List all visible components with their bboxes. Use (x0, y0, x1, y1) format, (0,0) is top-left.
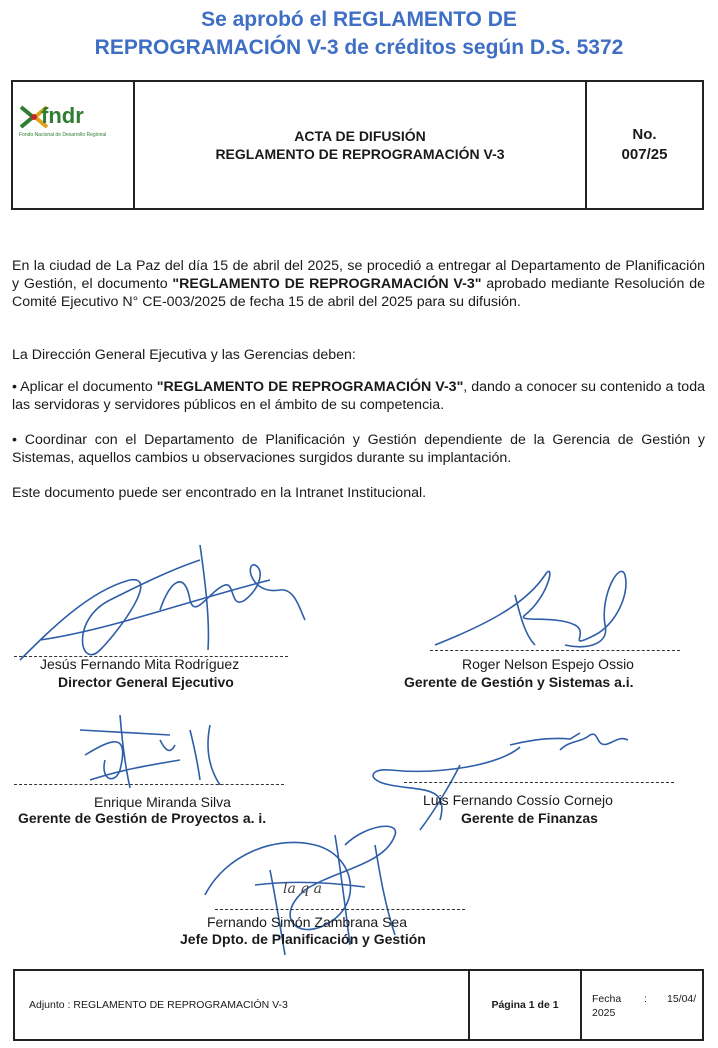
signature-5-role: Jefe Dpto. de Planificación y Gestión (180, 931, 426, 947)
signature-3-role: Gerente de Gestión de Proyectos a. i. (18, 810, 267, 826)
document-footer (13, 969, 704, 1041)
number-value: 007/25 (621, 146, 668, 163)
number-label: No. (632, 126, 657, 143)
footer-date-year: 2025 (592, 1007, 616, 1019)
logo-subtitle: Fondo Nacional de Desarrollo Regional (19, 132, 107, 138)
svg-text:la q a: la q a (283, 881, 323, 897)
footer-date-value: 15/04/ (667, 993, 697, 1005)
header-title-line-1: ACTA DE DIFUSIÓN (294, 128, 426, 144)
footer-attachment: Adjunto : REGLAMENTO DE REPROGRAMACIÓN V-3 (15, 971, 470, 1039)
footer-date-label: Fecha (592, 993, 622, 1005)
footer-page: Página 1 de 1 (470, 971, 582, 1039)
signature-1-role: Director General Ejecutivo (58, 674, 234, 690)
signature-3-scribble (60, 710, 240, 790)
bullet-1-bold: "REGLAMENTO DE REPROGRAMACIÓN V-3" (156, 379, 464, 395)
bullet-1 (12, 378, 705, 414)
signature-2-role: Gerente de Gestión y Sistemas a.i. (404, 674, 634, 690)
signature-1-scribble (10, 540, 310, 675)
paragraph-2: La Dirección General Ejecutiva y las Gerencias deben: (12, 347, 356, 363)
headline-line-2: REPROGRAMACIÓN V-3 de créditos según D.S. 5372 (94, 36, 624, 59)
footer-date-colon: : (644, 993, 647, 1005)
signature-5-line (215, 909, 465, 910)
signature-3-line (14, 784, 284, 785)
document-header (11, 80, 704, 210)
logo-text: fndr (41, 103, 84, 128)
signature-4-name: Luis Fernando Cossío Cornejo (423, 792, 613, 808)
header-title-cell (135, 82, 587, 208)
header-number-cell (587, 82, 702, 208)
header-title-line-2: REGLAMENTO DE REPROGRAMACIÓN V-3 (215, 146, 505, 162)
headline-line-1: Se aprobó el REGLAMENTO DE (201, 8, 517, 31)
paragraph-1 (12, 257, 705, 311)
bullet-1-text-a: • Aplicar el documento (12, 379, 157, 395)
signature-5-name: Fernando Simón Zambrana Sea (207, 914, 407, 930)
bullet-2: • Coordinar con el Departamento de Planificación y Gestión dependiente de la Gerencia de Gestión y Sistemas, aquellos cambios u observaciones surgidos durante su implantación. (12, 432, 705, 466)
bullet-1-text-b: , dando a conocer su contenido a toda las servidoras y servidores públicos en el ámbito de su competencia. (12, 379, 705, 413)
signature-4-line (404, 782, 674, 783)
headline (0, 6, 718, 62)
paragraph-3: Este documento puede ser encontrado en la Intranet Institucional. (12, 485, 427, 501)
signature-2-name: Roger Nelson Espejo Ossio (462, 656, 634, 672)
footer-date (582, 971, 702, 1039)
logo-cell (13, 82, 135, 208)
paragraph-1-text-a: En la ciudad de La Paz del día 15 de abril del 2025, se procedió a entregar al Departamento de Planificación y Gestión, el documento (12, 258, 705, 292)
signature-2-line (430, 650, 680, 651)
paragraph-1-bold: "REGLAMENTO DE REPROGRAMACIÓN V-3" (172, 276, 482, 292)
signature-3-name: Enrique Miranda Silva (94, 794, 231, 810)
paragraph-1-text-b: aprobado mediante Resolución de Comité Ejecutivo N° CE-003/2025 de fecha 15 de abril del 2025 para su difusión. (12, 276, 705, 310)
signature-1-name: Jesús Fernando Mita Rodríguez (40, 656, 240, 672)
signature-4-role: Gerente de Finanzas (461, 810, 598, 826)
signature-2-scribble (425, 555, 645, 655)
